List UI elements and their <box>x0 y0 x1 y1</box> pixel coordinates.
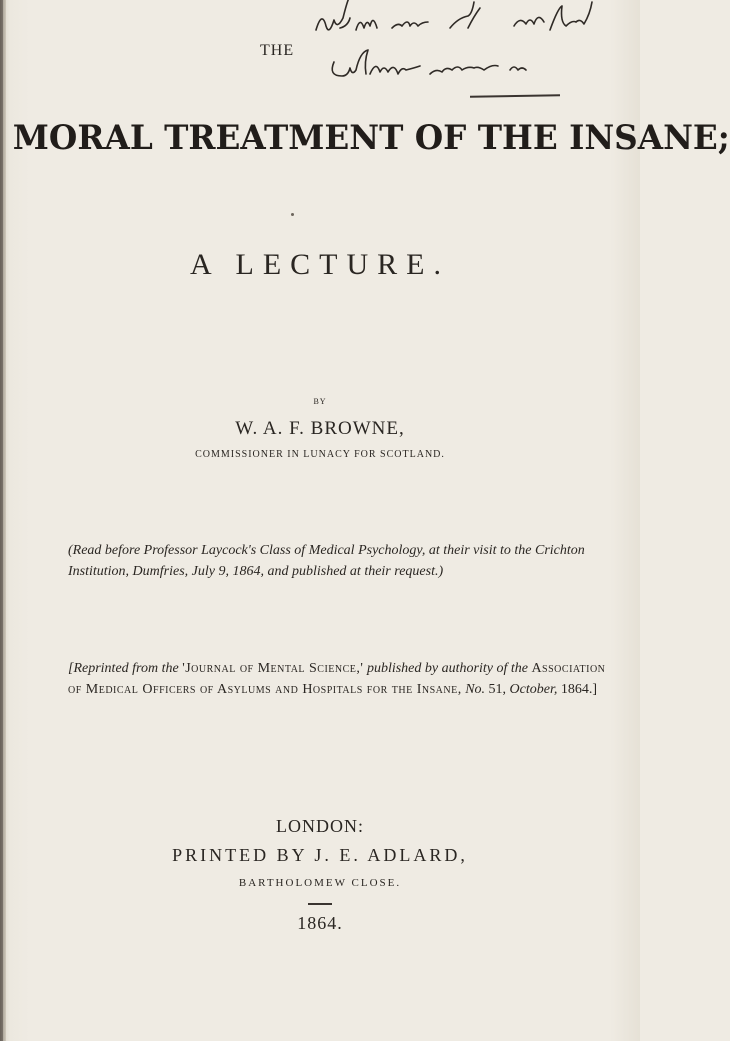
handwritten-inscription <box>300 0 640 110</box>
author-position: COMMISSIONER IN LUNACY FOR SCOTLAND. <box>195 449 445 460</box>
by-label: BY <box>313 397 327 406</box>
author-name: W. A. F. BROWNE, <box>235 418 405 439</box>
imprint-street: BARTHOLOMEW CLOSE. <box>238 877 402 889</box>
imprint-place: LONDON: <box>276 816 364 836</box>
journal-name: 'Journal of Mental Science,' <box>182 661 364 676</box>
book-title: MORAL TREATMENT OF THE INSANE; <box>12 118 730 158</box>
imprint-rule <box>308 903 332 905</box>
issue-number: 51, <box>488 682 507 697</box>
issue-no-label: No. <box>465 682 486 697</box>
ornament-dot <box>291 213 294 216</box>
imprint-printer: PRINTED BY J. E. ADLARD, <box>172 845 468 865</box>
association-name: Association of Medical Officers of Asylums and Hospitals for the Insane, <box>68 661 606 697</box>
book-subtitle: A LECTURE. <box>190 248 450 281</box>
issue-month: October, <box>509 682 558 697</box>
the-label: THE <box>260 42 295 59</box>
issue-year: 1864.] <box>560 682 598 697</box>
imprint-year: 1864. <box>297 913 343 933</box>
lecture-note: (Read before Professor Laycock's Class of Medical Psychology, at their visit to the Crichton Institution, Dumfries, July 9, 1864, and published at their request.) <box>68 543 585 579</box>
reprint-prefix: [Reprinted from the <box>68 661 179 676</box>
reprint-note <box>68 658 616 700</box>
reprint-published: published by authority of the <box>366 661 528 676</box>
